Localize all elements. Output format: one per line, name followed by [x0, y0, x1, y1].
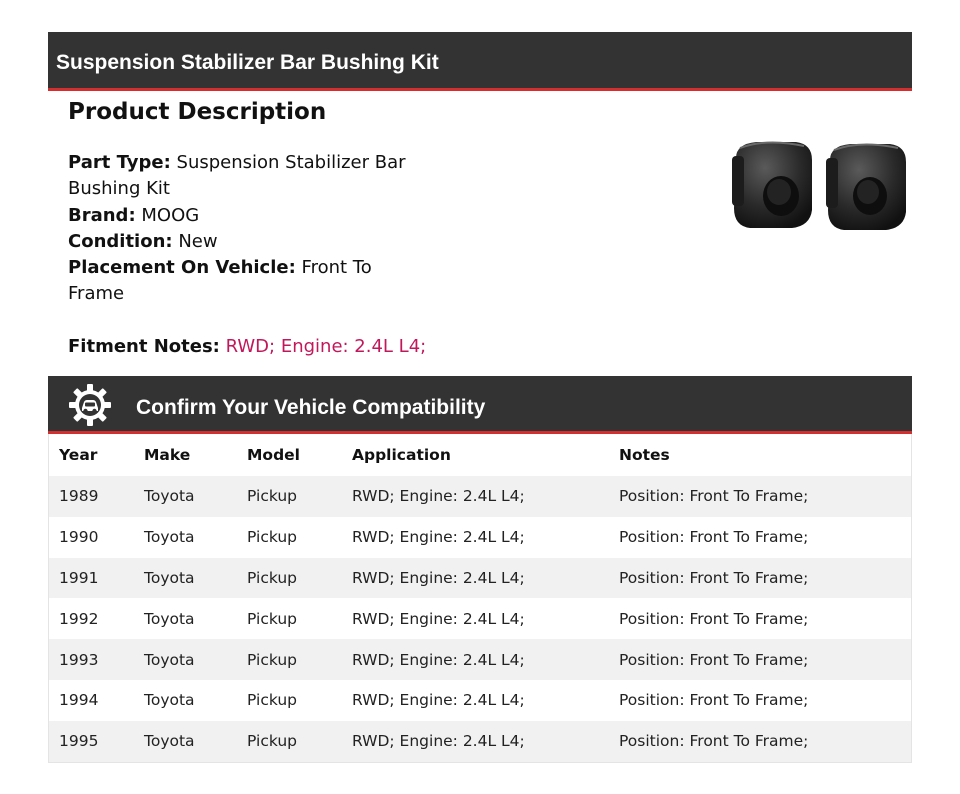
- table-row: [49, 598, 911, 639]
- cell-make: Toyota: [144, 528, 195, 547]
- cell-make: Toyota: [144, 568, 195, 587]
- cell-application: RWD; Engine: 2.4L L4;: [352, 568, 525, 587]
- column-header-model: Model: [247, 446, 300, 464]
- cell-model: Pickup: [247, 528, 297, 547]
- spec-key: Condition:: [68, 230, 173, 252]
- spec-brand: [68, 203, 420, 229]
- cell-year: 1992: [59, 609, 99, 628]
- spec-key: Part Type:: [68, 152, 171, 173]
- cell-application: RWD; Engine: 2.4L L4;: [352, 650, 525, 669]
- cell-notes: Position: Front To Frame;: [619, 609, 809, 628]
- product-title: Suspension Stabilizer Bar Bushing Kit: [56, 51, 439, 74]
- cell-make: Toyota: [144, 732, 195, 751]
- spec-placement: [68, 255, 420, 308]
- cell-application: RWD; Engine: 2.4L L4;: [352, 691, 525, 710]
- cell-model: Pickup: [247, 609, 297, 628]
- cell-application: RWD; Engine: 2.4L L4;: [352, 487, 525, 506]
- table-row: [49, 517, 911, 558]
- cell-model: Pickup: [247, 732, 297, 751]
- cell-year: 1993: [59, 650, 99, 669]
- spec-part-type: [68, 150, 420, 203]
- cell-make: Toyota: [144, 487, 195, 506]
- spec-value: Front To Frame: [68, 257, 372, 305]
- product-title-bar: [48, 32, 912, 91]
- fitment-key: Fitment Notes:: [68, 335, 220, 357]
- cell-notes: Position: Front To Frame;: [619, 650, 809, 669]
- cell-application: RWD; Engine: 2.4L L4;: [352, 528, 525, 547]
- spec-value: Suspension Stabilizer Bar Bushing Kit: [68, 152, 406, 200]
- fitment-value: RWD; Engine: 2.4L L4;: [225, 335, 427, 357]
- spec-value: MOOG: [141, 204, 200, 226]
- cell-year: 1991: [59, 568, 99, 587]
- compatibility-bar: [48, 376, 912, 434]
- cell-model: Pickup: [247, 487, 297, 506]
- cell-notes: Position: Front To Frame;: [619, 568, 809, 587]
- cell-year: 1994: [59, 691, 99, 710]
- column-header-notes: Notes: [619, 446, 670, 464]
- fitment-notes: [68, 334, 688, 360]
- cell-application: RWD; Engine: 2.4L L4;: [352, 732, 525, 751]
- cell-notes: Position: Front To Frame;: [619, 732, 809, 751]
- table-row: [49, 639, 911, 680]
- table-header-row: [49, 434, 911, 476]
- cell-make: Toyota: [144, 609, 195, 628]
- product-description: [68, 96, 688, 360]
- gear-car-icon: [68, 383, 112, 427]
- table-row: [49, 680, 911, 721]
- bushing-pair-image: [726, 138, 910, 232]
- cell-year: 1989: [59, 487, 99, 506]
- cell-notes: Position: Front To Frame;: [619, 528, 809, 547]
- cell-notes: Position: Front To Frame;: [619, 691, 809, 710]
- compatibility-table: [48, 434, 912, 763]
- cell-notes: Position: Front To Frame;: [619, 487, 809, 506]
- spec-key: Brand:: [68, 204, 136, 226]
- column-header-make: Make: [144, 446, 191, 464]
- description-heading: Product Description: [68, 99, 327, 125]
- table-row: [49, 476, 911, 517]
- cell-make: Toyota: [144, 691, 195, 710]
- column-header-year: Year: [59, 446, 98, 464]
- cell-model: Pickup: [247, 650, 297, 669]
- column-header-application: Application: [352, 446, 451, 464]
- table-row: [49, 558, 911, 599]
- cell-model: Pickup: [247, 691, 297, 710]
- cell-year: 1995: [59, 732, 99, 751]
- spec-value: New: [178, 230, 218, 252]
- cell-model: Pickup: [247, 568, 297, 587]
- spec-list: [68, 150, 420, 308]
- spec-condition: [68, 229, 420, 255]
- cell-make: Toyota: [144, 650, 195, 669]
- table-row: [49, 721, 911, 762]
- spec-key: Placement On Vehicle:: [68, 257, 296, 279]
- cell-year: 1990: [59, 528, 99, 547]
- cell-application: RWD; Engine: 2.4L L4;: [352, 609, 525, 628]
- compatibility-title: Confirm Your Vehicle Compatibility: [136, 396, 486, 419]
